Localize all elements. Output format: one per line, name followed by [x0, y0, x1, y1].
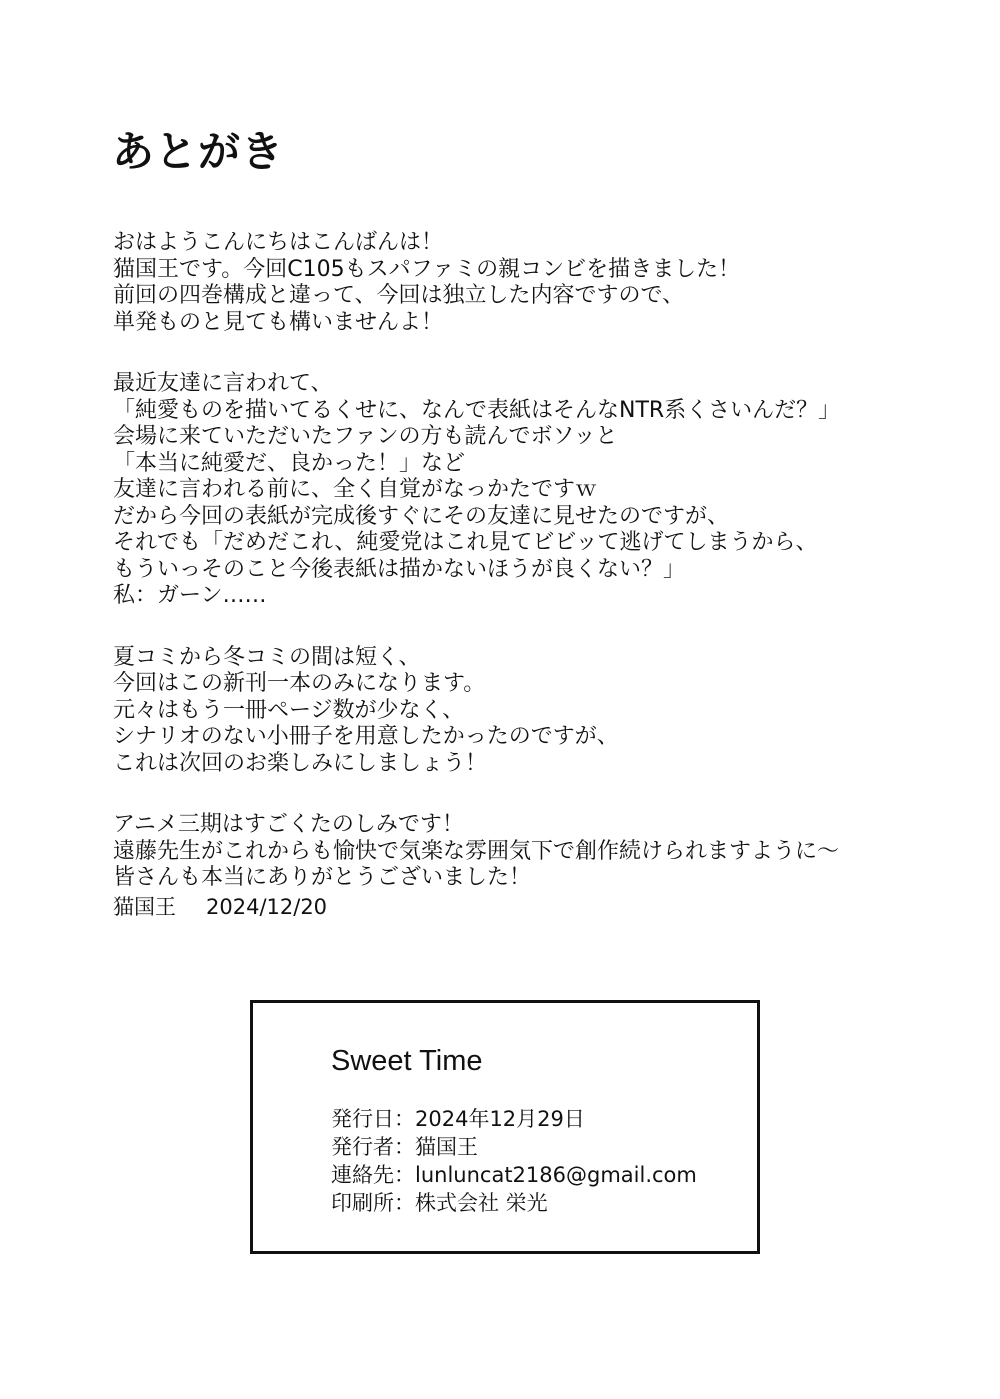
afterword-line: だから今回の表紙が完成後すぐにその友達に見せたのですが、 [113, 503, 730, 529]
book-title: Sweet Time [331, 1045, 483, 1077]
afterword-line: 前回の四巻構成と違って、今回は独立した内容ですので、 [113, 283, 685, 308]
page-title: あとがき [112, 127, 285, 176]
printer: 印刷所：株式会社 栄光 [331, 1191, 548, 1215]
afterword-line: おはようこんにちはこんばんは！ [113, 230, 444, 255]
afterword-paragraph-release [113, 645, 913, 778]
afterword-line: 猫国王です。今回C105もスパファミの親コンビを描きました！ [113, 256, 741, 282]
afterword-line: 元々はもう一冊ページ数が少なく、 [113, 697, 465, 723]
afterword-line: アニメ三期はすごくたのしみです！ [113, 812, 464, 837]
afterword-line: これは次回のお楽しみにしましょう！ [113, 750, 488, 776]
afterword-paragraph-thanks [113, 812, 913, 892]
afterword-line: もういっそのこと今後表紙は描かないほうが良くない？」 [113, 556, 686, 582]
afterword-line: 会場に来ていただいたファンの方も読んでボソッと [113, 424, 618, 449]
afterword-line: 「本当に純愛だ、良かった！」など [113, 450, 466, 476]
afterword-line: 私：ガーン…… [113, 583, 267, 608]
afterword-line: 夏コミから冬コミの間は短く、 [113, 644, 421, 670]
signature-author: 猫国王 [113, 895, 176, 919]
afterword-line: シナリオのない小冊子を用意したかったのですが、 [113, 724, 619, 749]
afterword-line: 皆さんも本当にありがとうございました！ [113, 865, 532, 890]
colophon-box [250, 1000, 760, 1254]
afterword-paragraph-greeting [113, 230, 913, 336]
afterword-body [113, 230, 913, 927]
contact-email: 連絡先：lunluncat2186@gmail.com [331, 1163, 697, 1187]
afterword-line: 遠藤先生がこれからも愉快で気楽な雰囲気下で創作続けられますように～ [113, 838, 840, 864]
publisher: 発行者：猫国王 [331, 1135, 478, 1159]
signature-date: 2024/12/20 [206, 895, 328, 919]
afterword-line: 最近友達に言われて、 [113, 371, 333, 396]
afterword-line: 単発ものと見ても構いませんよ！ [113, 309, 444, 335]
afterword-line: 「純愛ものを描いてるくせに、なんで表紙はそんなNTR系くさいんだ？」 [113, 397, 841, 423]
signature [113, 894, 327, 920]
colophon-details [331, 1105, 697, 1217]
afterword-paragraph-cover [113, 371, 913, 610]
afterword-line: それでも「だめだこれ、純愛党はこれ見てビビッて逃げてしまうから、 [113, 530, 818, 555]
afterword-line: 友達に言われる前に、全く自覚がなっかたですｗ [113, 477, 598, 502]
afterword-line: 今回はこの新刊一本のみになります。 [113, 671, 486, 696]
issue-date: 発行日：2024年12月29日 [331, 1107, 585, 1131]
